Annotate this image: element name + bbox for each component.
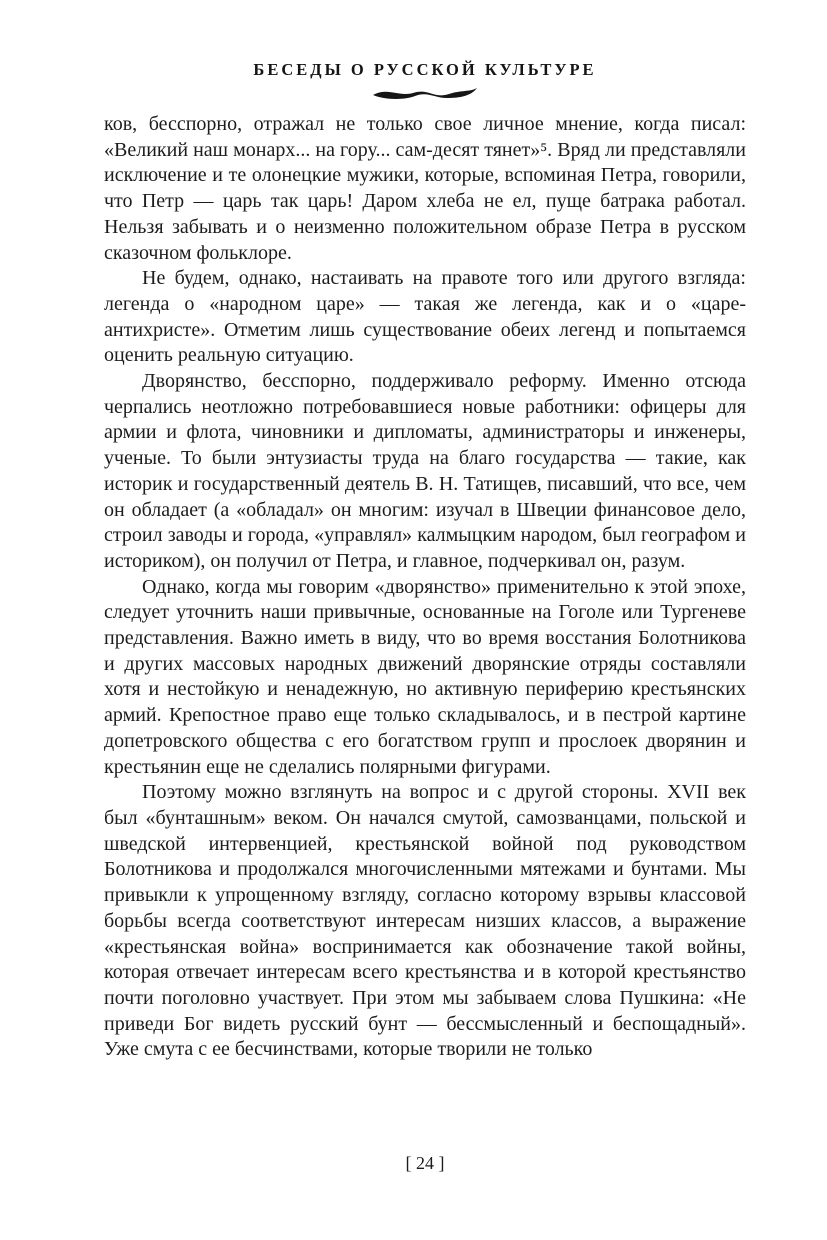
paragraph: Не будем, однако, настаивать на правоте того или другого взгляда: легенда о «народном царе» — такая же легенда, как и о «царе-антихристе». Отметим лишь существование обеих легенд и попытаемся оценить реальную ситуацию. — [104, 267, 746, 367]
paragraph-continuation: ков, бесспорно, отражал не только свое личное мнение, когда писал: «Великий наш монарх... на гору... сам-десят тянет»⁵. Вряд ли представляли исключение и те олонецкие мужики, которые, вспоминая Петра, говорили, что Петр — царь так царь! Даром хлеба не ел, пуще батрака работал. Нельзя забывать и о неизменно положительном образе Петра в русском сказочном фольклоре. — [104, 113, 746, 264]
page-footer — [104, 1153, 746, 1174]
page-number: [ 24 ] — [405, 1153, 445, 1173]
running-title: БЕСЕДЫ О РУССКОЙ КУЛЬТУРЕ — [253, 60, 597, 79]
header-ornament-icon — [104, 85, 746, 103]
body-text — [104, 112, 746, 1063]
paragraph: Однако, когда мы говорим «дворянство» применительно к этой эпохе, следует уточнить наши привычные, основанные на Гоголе или Тургеневе представления. Важно иметь в виду, что во время восстания Болотникова и других массовых народных движений дворянские отряды составляли хотя и нестойкую и ненадежную, но активную периферию крестьянских армий. Крепостное право еще только складывалось, и в пестрой картине допетровского общества с его богатством групп и прослоек дворянин и крестьянин еще не сделались полярными фигурами. — [104, 575, 746, 778]
page-header — [104, 60, 746, 103]
paragraph: Поэтому можно взглянуть на вопрос и с другой стороны. XVII век был «бунташным» веком. Он начался смутой, самозванцами, польской и шведской интервенцией, крестьянской войной под руководством Болотникова и продолжался многочисленными мятежами и бунтами. Мы привыкли к упрощенному взгляду, согласно которому взрывы классовой борьбы всегда соответствуют интересам низших классов, а выражение «крестьянская война» воспринимается как обозначение такой войны, которая отвечает интересам всего крестьянства и в которой крестьянство почти поголовно участвует. При этом мы забываем слова Пушкина: «Не приведи Бог видеть русский бунт — бессмысленный и беспощадный». Уже смута с ее бесчинствами, которые творили не только — [104, 781, 746, 1061]
paragraph: Дворянство, бесспорно, поддерживало реформу. Именно отсюда черпались неотложно потребовавшиеся новые работники: офицеры для армии и флота, чиновники и дипломаты, администраторы и инженеры, ученые. То были энтузиасты труда на благо государства — такие, как историк и государственный деятель В. Н. Татищев, писавший, что все, чем он обладает (а «обладал» он многим: изучал в Швеции финансовое дело, строил заводы и города, «управлял» калмыцким народом, был географом и историком), он получил от Петра, и главное, подчеркивал он, разум. — [104, 370, 746, 572]
